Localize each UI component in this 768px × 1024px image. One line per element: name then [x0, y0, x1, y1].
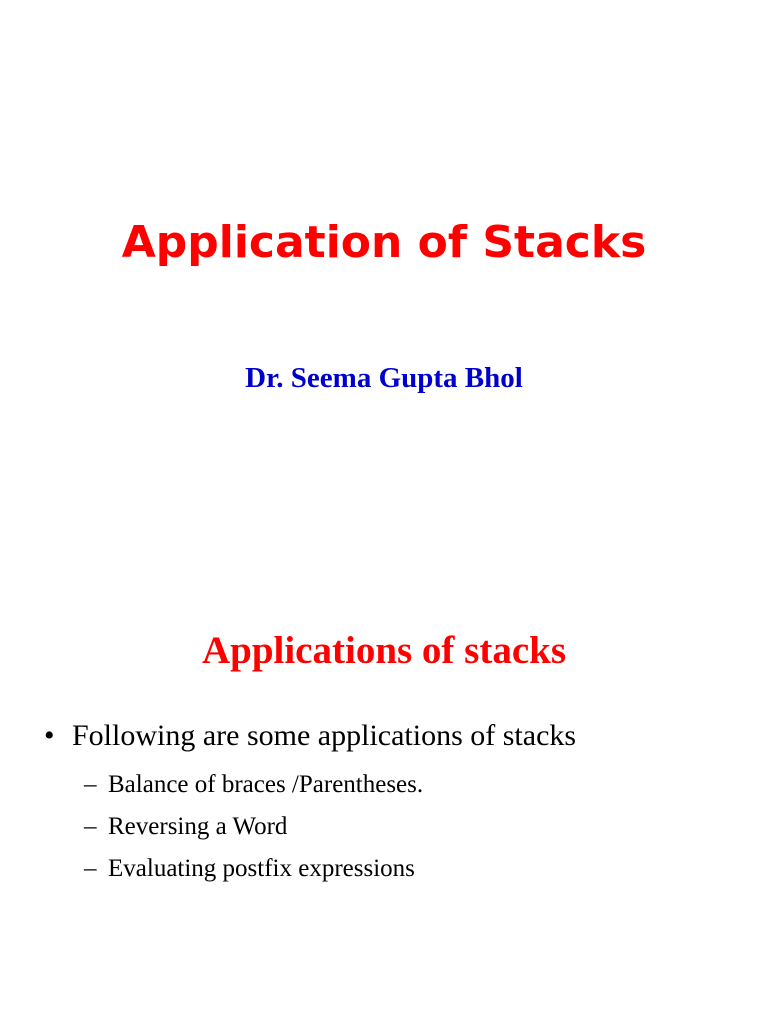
dash-marker: – [84, 771, 97, 798]
bullet-item [44, 716, 576, 756]
sub-bullet-item [84, 806, 423, 848]
sub-bullet-text: Balance of braces /Parentheses. [108, 771, 424, 798]
dash-marker: – [84, 813, 97, 840]
author-name: Dr. Seema Gupta Bhol [245, 362, 523, 394]
content-slide [0, 576, 768, 1024]
slide-heading: Applications of stacks [201, 629, 567, 672]
bullet-text: Following are some applications of stacks [72, 719, 577, 752]
sub-bullet-list [84, 764, 423, 890]
sub-bullet-item [84, 848, 423, 890]
sub-bullet-text: Reversing a Word [108, 813, 288, 840]
sub-bullet-text: Evaluating postfix expressions [108, 855, 415, 882]
bullet-marker: • [44, 719, 55, 752]
sub-bullet-item [84, 764, 423, 806]
dash-marker: – [84, 855, 97, 882]
slide-title: Application of Stacks [121, 217, 647, 268]
